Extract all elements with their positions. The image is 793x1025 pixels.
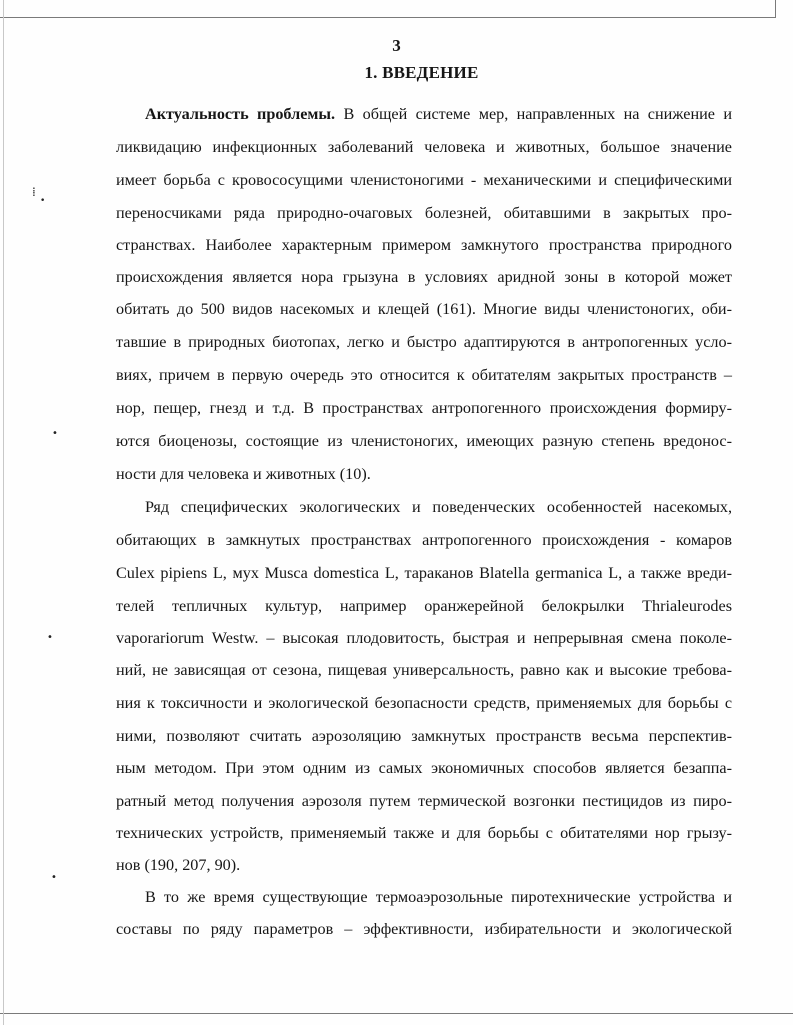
page-number: 3 [392, 36, 401, 55]
paragraph-2-line-3: Culex pipiens L, мух Musca domestica L, тараканов Blatella germanica L, а также вреди- [116, 564, 732, 582]
paragraph-1-line-7: обитать до 500 видов насекомых и клещей (161). Многие виды членистоногих, оби- [116, 300, 732, 318]
paragraph-2-line-12: нов (190, 207, 90). [116, 856, 241, 874]
bottom-border-line [0, 1013, 793, 1014]
paragraph-1-line-9: виях, причем в первую очередь это относится к обитателям закрытых пространств – [116, 366, 732, 384]
paragraph-2-line-11: технических устройств, применяемый также и для борьбы с обитателями нор грызу- [116, 824, 732, 842]
paragraph-1-line-8: тавшие в природных биотопах, легко и быстро адаптируются в антропогенных усло- [116, 333, 732, 351]
paragraph-3-line-2: составы по ряду параметров – эффективности, избирательности и экологической [116, 920, 732, 938]
paragraph-2-line-6: ний, не зависящая от сезона, пищевая универсальность, равно как и высокие требова- [116, 661, 732, 679]
paragraph-2-line-4: телей тепличных культур, например оранжерейной белокрылки Thrialeurodes [116, 597, 732, 615]
paragraph-2-line-5: vaporariorum Westw. – высокая плодовитость, быстрая и непрерывная смена поколе- [116, 629, 732, 647]
paragraph-1-line-2: ликвидацию инфекционных заболеваний человека и животных, большое значение [116, 138, 732, 156]
paragraph-1-line-1: Актуальность проблемы. В общей системе мер, направленных на снижение и [145, 105, 732, 123]
paragraph-1-line-6: происхождения является нора грызуна в условиях аридной зоны в которой может [116, 268, 732, 286]
paragraph-1-line-4: переносчиками ряда природно-очаговых болезней, обитавшими в закрытых про- [116, 204, 732, 222]
scan-speck-mark: • [51, 872, 57, 883]
paragraph-2-line-10: ратный метод получения аэрозоля путем термической возгонки пестицидов из пиро- [116, 792, 732, 810]
paragraph-1-line-5: странствах. Наиболее характерным примером замкнутого пространства природного [116, 236, 732, 254]
paragraph-2-line-9: ным методом. При этом одним из самых экономичных способов является безаппа- [116, 759, 732, 777]
scan-speck-mark: • [47, 632, 53, 643]
paragraph-1-line-11: ются биоценозы, состоящие из членистоногих, имеющих разную степень вредонос- [116, 432, 732, 450]
scan-speck-mark: ⁞ [32, 185, 36, 199]
scan-speck-mark: • [52, 428, 58, 439]
paragraph-3-line-1: В то же время существующие термоаэрозольные пиротехнические устройства и [145, 888, 732, 906]
paragraph-1-line-12: ности для человека и животных (10). [116, 465, 371, 483]
paragraph-1-line-10: нор, пещер, гнезд и т.д. В пространствах антропогенного происхождения формиру- [116, 399, 732, 417]
paragraph-2-line-2: обитающих в замкнутых пространствах антропогенного происхождения - комаров [116, 531, 732, 549]
paragraph-1-line-3: имеет борьба с кровососущими членистоногими - механическими и специфическими [116, 171, 732, 189]
scan-speck-mark: • [40, 196, 46, 206]
right-border-line [775, 0, 776, 18]
paragraph-2-line-8: ними, позволяют считать аэрозоляцию замкнутых пространств весьма перспектив- [116, 727, 732, 745]
left-scan-edge [3, 0, 4, 1025]
lead-phrase: Актуальность проблемы. [145, 105, 336, 123]
paragraph-2-line-7: ния к токсичности и экологической безопасности средств, применяемых для борьбы с [116, 694, 732, 712]
section-heading: 1. ВВЕДЕНИЕ [364, 63, 479, 82]
top-border-line [0, 17, 775, 18]
paragraph-2-line-1: Ряд специфических экологических и поведенческих особенностей насекомых, [145, 498, 732, 516]
